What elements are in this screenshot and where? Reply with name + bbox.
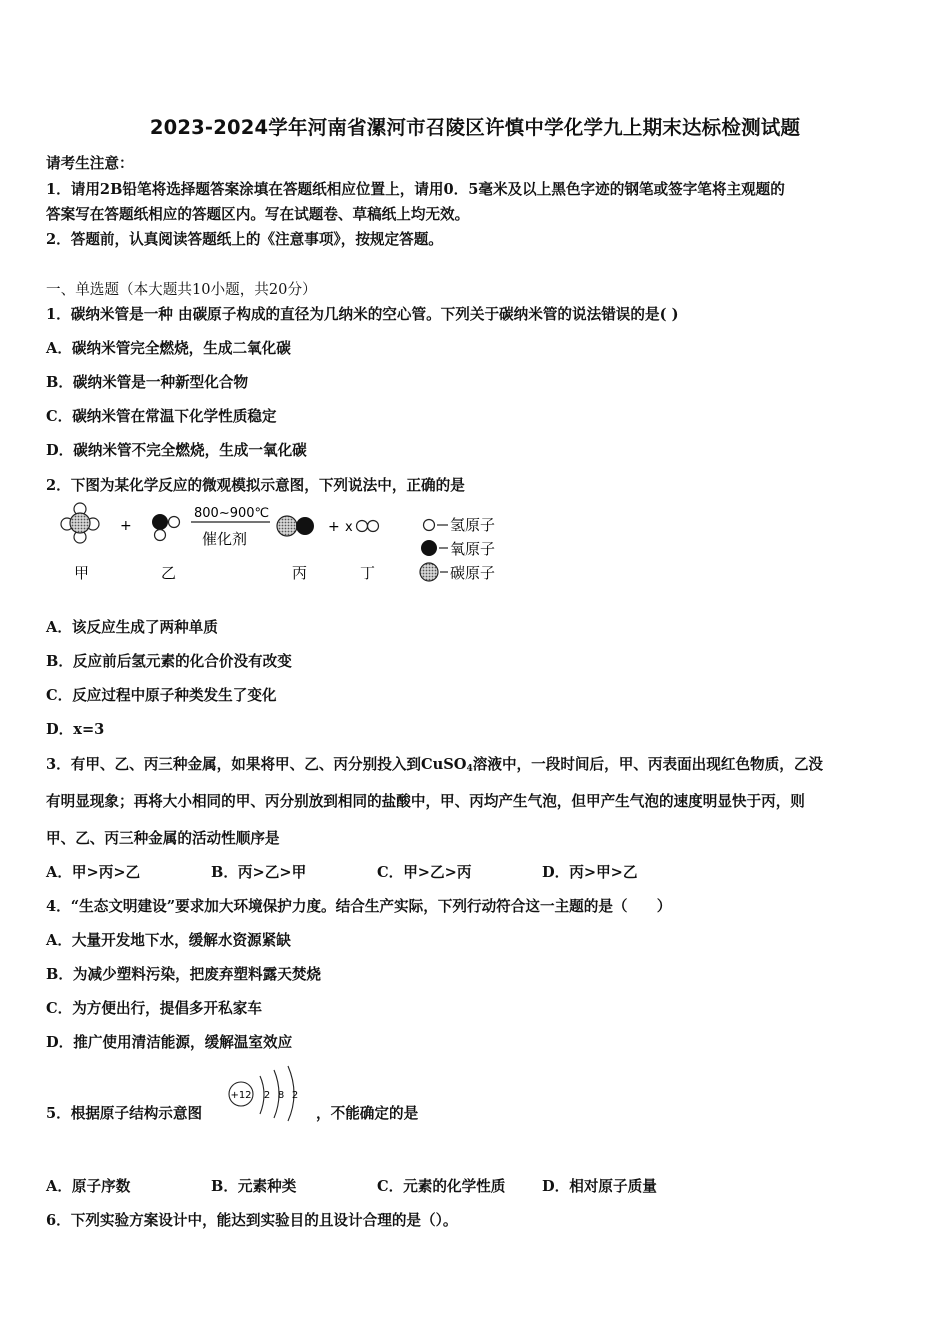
q2-option-a: A．该反应生成了两种单质 [46,619,218,636]
plus-sign-1: + [120,518,132,534]
condition-catalyst: 催化剂 [202,530,248,548]
reaction-diagram [56,500,536,592]
legend-oxygen: 氧原子 [450,540,496,558]
q6-stem: 6．下列实验方案设计中，能达到实验目的且设计合理的是（）。 [46,1212,458,1229]
molecule-yi [152,514,180,541]
page-title: 2023-2024学年河南省漯河市召陵区许慎中学化学九上期末达标检测试题 [149,116,801,139]
q2-option-b: B．反应前后氢元素的化合价没有改变 [46,653,292,670]
q5-option-c: C．元素的化学性质 [377,1178,506,1195]
q1-option-c: C．碳纳米管在常温下化学性质稳定 [46,408,277,425]
plus-sign-2: + [328,519,340,535]
q3-stem-line-1 [46,753,823,774]
q4-option-b: B．为减少塑料污染，把废弃塑料露天焚烧 [46,966,322,983]
q3-option-c: C．甲>乙>丙 [377,864,472,881]
molecule-ding [357,521,379,532]
shell-2-electrons: 8 [277,1090,285,1101]
q1-stem: 1．碳纳米管是一种 由碳原子构成的直径为几纳米的空心管。下列关于碳纳米管的说法错误的是( ) [46,306,679,323]
coefficient-x: x [345,520,353,535]
notice-line-1b: 答案写在答题纸相应的答题区内。写在试题卷、草稿纸上均无效。 [46,206,470,223]
q5-stem-pre: 5．根据原子结构示意图 [46,1105,203,1122]
shell-3-electrons: 2 [291,1090,299,1101]
q3-option-d: D．丙>甲>乙 [542,864,638,881]
q2-option-d: D．x=3 [46,721,105,738]
nucleus-charge: +12 [230,1090,252,1101]
q3-option-a: A．甲>丙>乙 [46,864,141,881]
q5-stem-post: ，不能确定的是 [316,1105,419,1122]
notice-line-1: 1．请用2B铅笔将选择题答案涂填在答题纸相应位置上，请用0．5毫米及以上黑色字迹的钢笔或签字笔将主观题的 [46,181,785,198]
q4-option-d: D．推广使用清洁能源，缓解温室效应 [46,1034,293,1051]
q1-option-d: D．碳纳米管不完全燃烧，生成一氧化碳 [46,442,307,459]
q5-option-d: D．相对原子质量 [542,1178,657,1195]
q3-stem-line-2: 有明显现象；再将大小相同的甲、丙分别放到相同的盐酸中，甲、丙均产生气泡，但甲产生气泡的速度明显快于丙，则 [46,793,805,810]
q1-option-a: A．碳纳米管完全燃烧，生成二氧化碳 [46,340,291,357]
condition-temperature: 800~900℃ [194,506,270,521]
q1-option-b: B．碳纳米管是一种新型化合物 [46,374,249,391]
shell-1-electrons: 2 [263,1090,271,1101]
q2-stem: 2．下图为某化学反应的微观模拟示意图，下列说法中，正确的是 [46,477,465,494]
diagram-legend [420,516,495,582]
q3-subscript: 4 [466,764,473,774]
q4-option-a: A．大量开发地下水，缓解水资源紧缺 [46,932,291,949]
q2-option-c: C．反应过程中原子种类发生了变化 [46,687,277,704]
label-bing: 丙 [292,564,308,582]
q4-stem: 4．“生态文明建设”要求加大环境保护力度。结合生产实际，下列行动符合这一主题的是（ ） [46,898,672,915]
molecule-bing [277,516,314,536]
q3-stem-line-3: 甲、乙、丙三种金属的活动性顺序是 [46,830,280,847]
q3-option-b: B．丙>乙>甲 [211,864,307,881]
q5-option-b: B．元素种类 [211,1178,297,1195]
q4-option-c: C．为方便出行，提倡多开私家车 [46,1000,262,1017]
label-yi: 乙 [161,564,177,582]
legend-carbon: 碳原子 [450,564,496,582]
q5-option-a: A．原子序数 [46,1178,131,1195]
label-jia: 甲 [74,564,90,582]
notice-heading: 请考生注意： [46,155,134,172]
q3-stem-part-2: 溶液中，一段时间后，甲、丙表面出现红色物质，乙没 [472,756,824,773]
notice-line-2: 2．答题前，认真阅读答题纸上的《注意事项》，按规定答题。 [46,231,443,248]
molecule-jia [61,503,99,543]
label-ding: 丁 [360,564,376,582]
legend-hydrogen: 氢原子 [450,516,496,534]
section-heading: 一、单选题（本大题共10小题，共20分） [46,281,317,298]
atomic-structure-diagram [224,1064,314,1122]
q3-stem-part-1: 3．有甲、乙、丙三种金属，如果将甲、乙、丙分别投入到CuSO [46,756,467,773]
